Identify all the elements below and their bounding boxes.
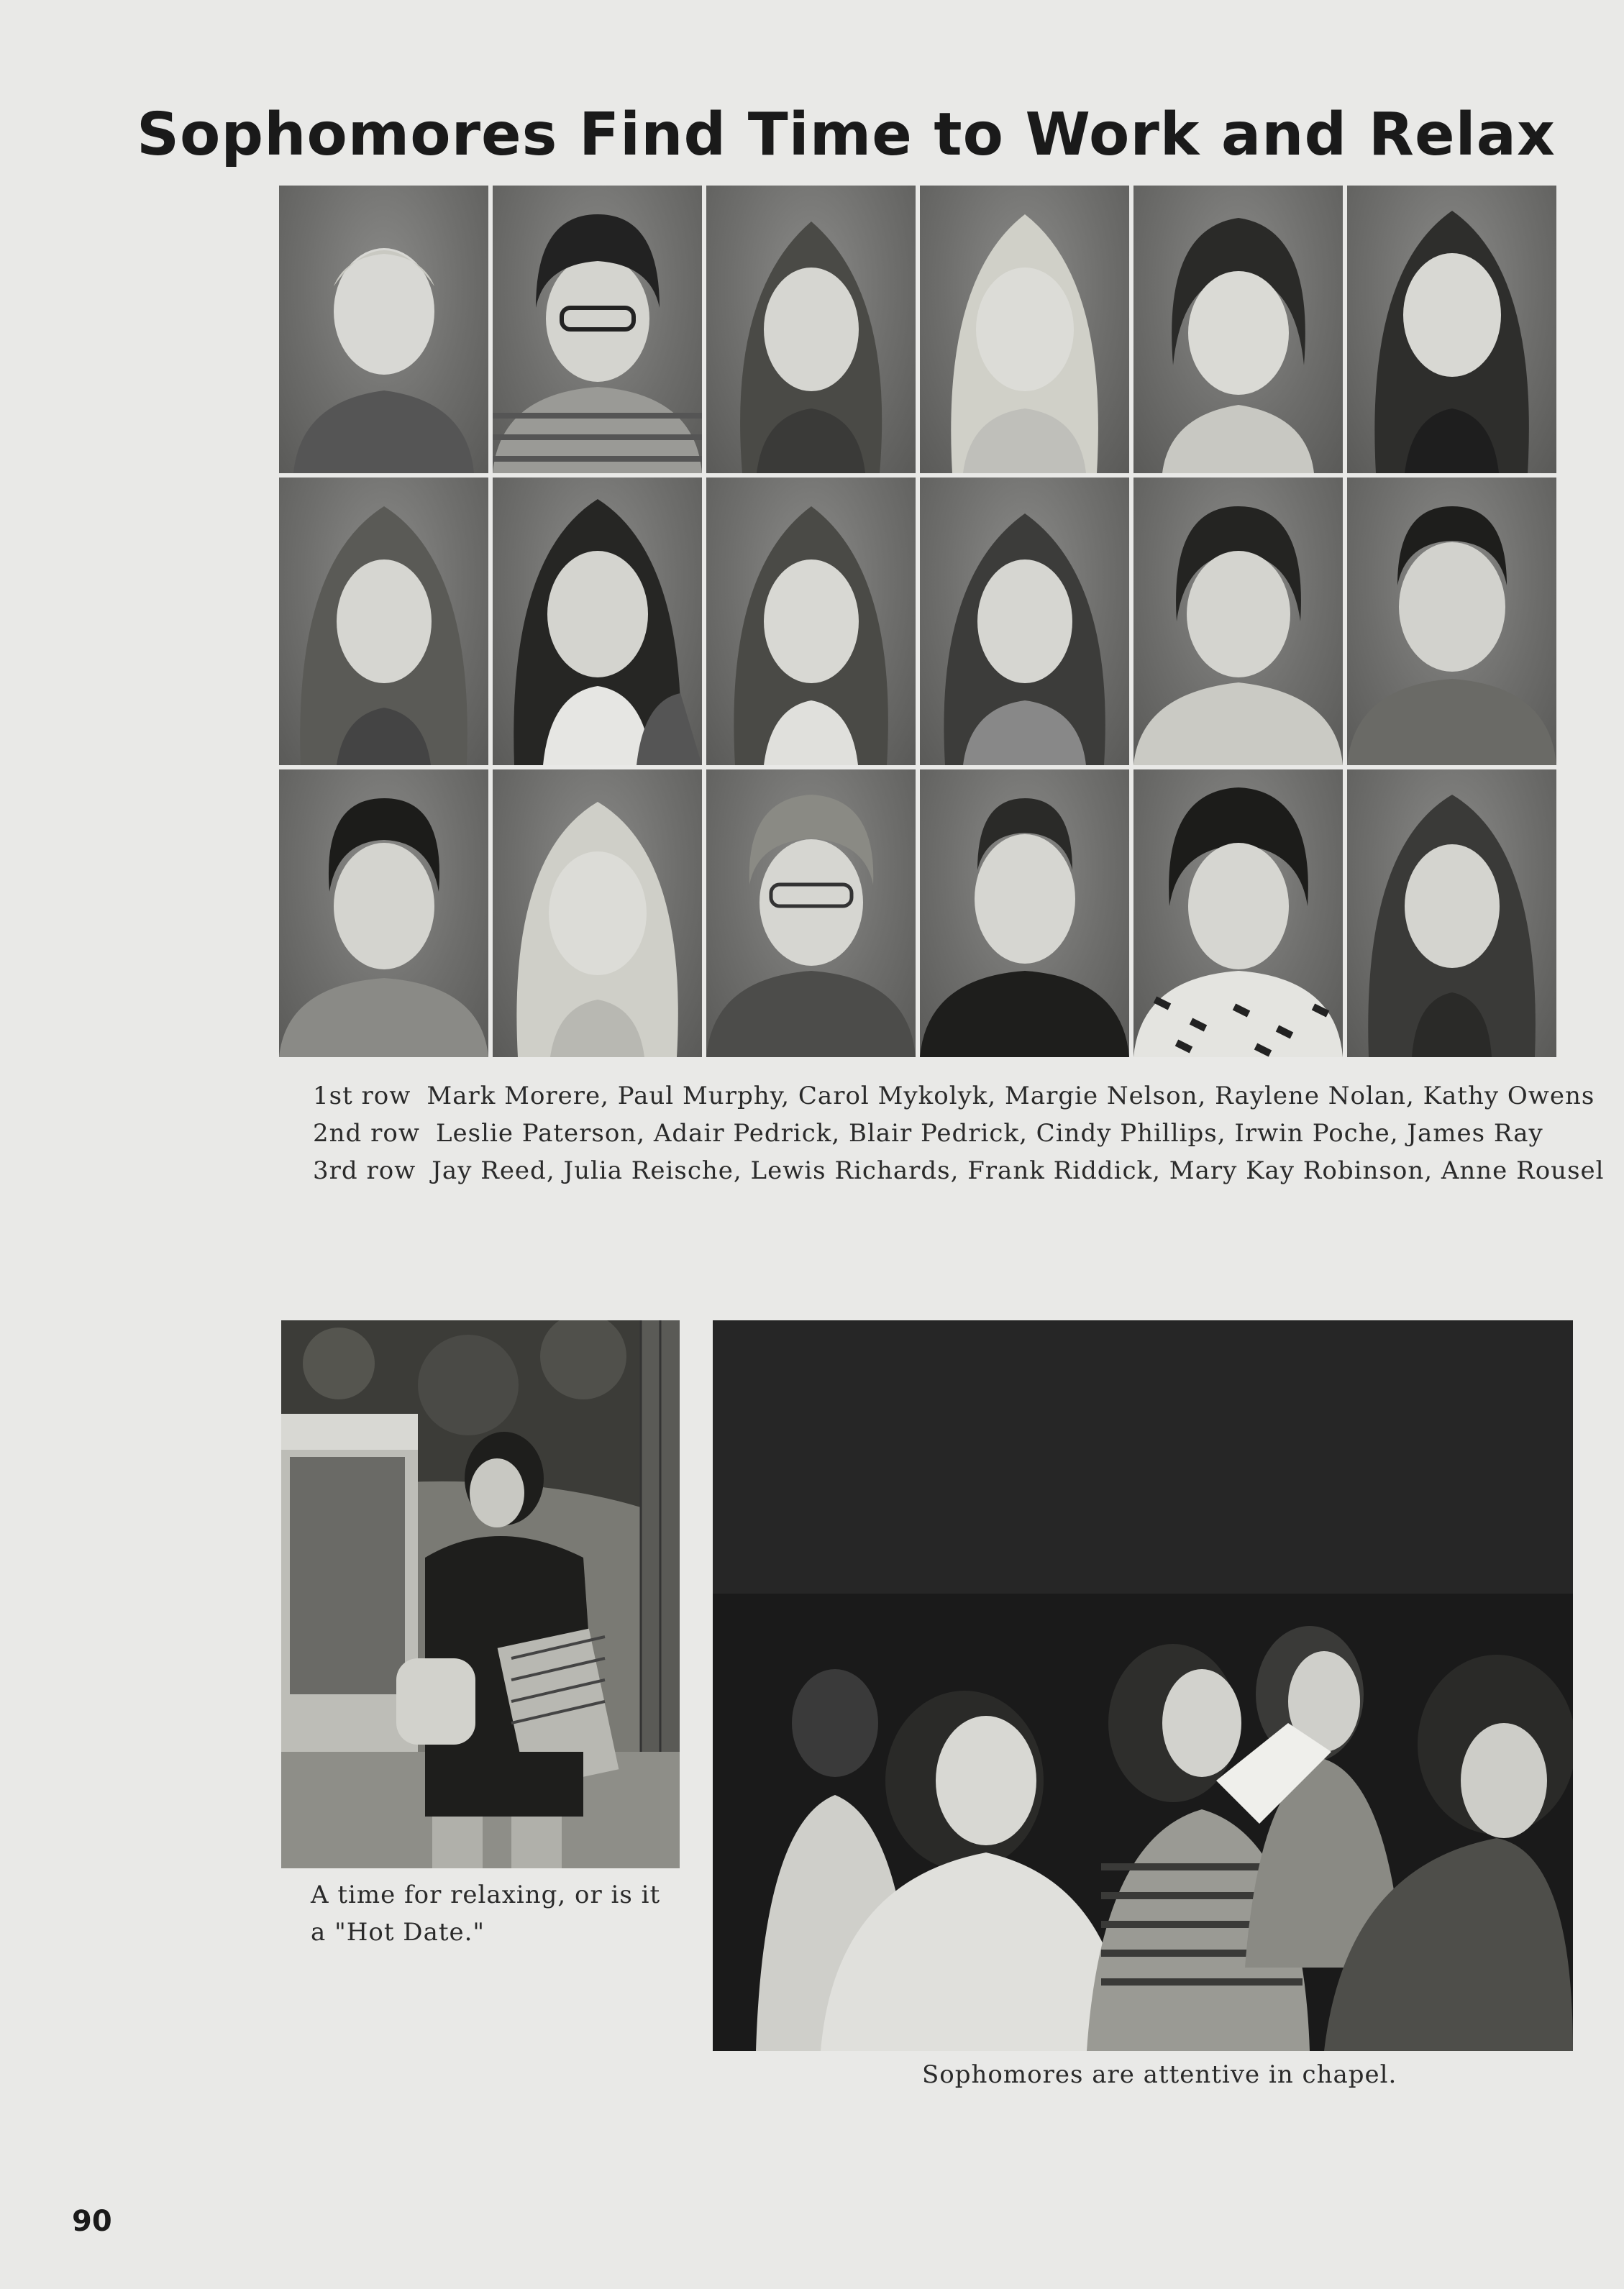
portrait-photo <box>1133 186 1343 473</box>
row-names: Leslie Paterson, Adair Pedrick, Blair Pedrick, Cindy Phillips, Irwin Poche, James Ray <box>435 1119 1543 1148</box>
portrait-photo <box>706 769 916 1057</box>
row-label: 1st row <box>313 1082 411 1110</box>
caption-row <box>313 1077 1605 1115</box>
row-names: Mark Morere, Paul Murphy, Carol Mykolyk, Margie Nelson, Raylene Nolan, Kathy Owens <box>426 1082 1595 1110</box>
portrait-photo <box>493 478 702 765</box>
row-label: 2nd row <box>313 1119 420 1148</box>
caption-row <box>313 1115 1605 1152</box>
chapel-photo-caption: Sophomores are attentive in chapel. <box>922 2060 1397 2089</box>
chapel-photo <box>713 1320 1573 2051</box>
portrait-photo <box>706 478 916 765</box>
portrait-photo <box>706 186 916 473</box>
portrait-photo <box>493 186 702 473</box>
phone-booth-photo <box>281 1320 680 1868</box>
caption-line: a "Hot Date." <box>311 1918 485 1947</box>
portrait-photo <box>920 478 1129 765</box>
portrait-photo <box>1133 769 1343 1057</box>
portrait-photo <box>279 478 488 765</box>
portrait-photo <box>1347 769 1556 1057</box>
portrait-photo <box>920 186 1129 473</box>
portrait-captions <box>313 1077 1605 1189</box>
portrait-photo <box>920 769 1129 1057</box>
portrait-photo <box>1347 186 1556 473</box>
page-title: Sophomores Find Time to Work and Relax <box>137 101 1556 169</box>
portrait-grid <box>279 186 1556 1057</box>
portrait-photo <box>1133 478 1343 765</box>
phone-photo-caption <box>311 1876 670 1951</box>
portrait-photo <box>279 186 488 473</box>
caption-line: A time for relaxing, or is it <box>311 1881 661 1909</box>
portrait-photo <box>493 769 702 1057</box>
page-number: 90 <box>72 2205 112 2238</box>
row-names: Jay Reed, Julia Reische, Lewis Richards, Frank Riddick, Mary Kay Robinson, Anne Rousel <box>432 1156 1605 1185</box>
portrait-photo <box>1347 478 1556 765</box>
caption-row <box>313 1152 1605 1189</box>
row-label: 3rd row <box>313 1156 416 1185</box>
portrait-photo <box>279 769 488 1057</box>
